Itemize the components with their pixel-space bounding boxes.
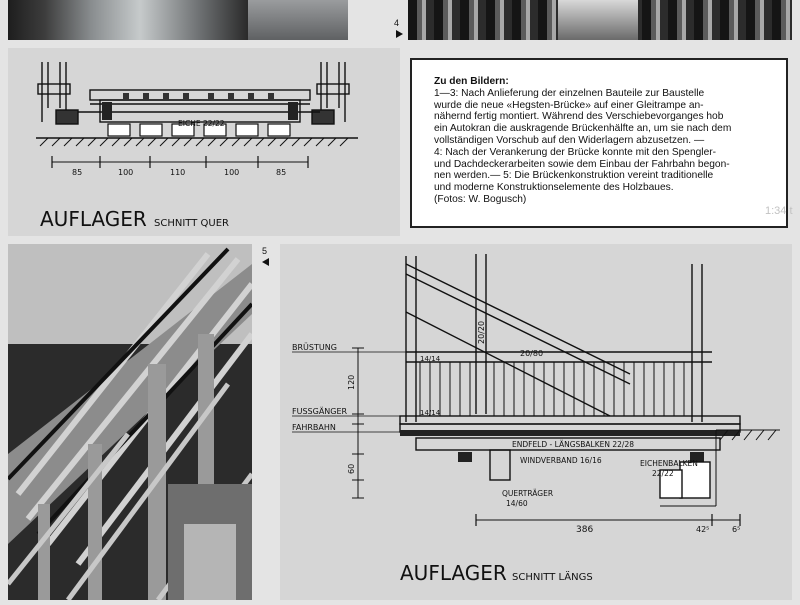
- label-fahrbahn: FAHRBAHN: [292, 423, 336, 432]
- label-quertraeger-dim: 14/60: [506, 499, 528, 508]
- caption-line: 4: Nach der Verankerung der Brücke konnte mit den Spengler-: [434, 146, 717, 158]
- drawing-title: AUFLAGER: [40, 207, 147, 231]
- label-diagonal: 20/80: [520, 349, 544, 358]
- dim-label: 60: [347, 463, 356, 474]
- photo-5-roof-structure: [8, 244, 252, 600]
- dim-label: 100: [118, 168, 134, 177]
- label-rail: 14/14: [420, 355, 441, 363]
- dim-label: 386: [576, 525, 594, 535]
- caption-line: und moderne Konstruktionselemente des Holzbaues.: [434, 182, 674, 194]
- caption-line: ein Autokran die auskragende Brückenhälfte an, um sie nach dem: [434, 123, 732, 135]
- dim-label: 100: [224, 168, 240, 177]
- dim-label: 120: [347, 374, 356, 390]
- ghost-text: 1:34 t: [765, 205, 793, 217]
- dim-label: 6⁵: [732, 525, 741, 534]
- dim-label: 42⁵: [696, 525, 710, 534]
- caption-line: nen werden.— 5: Die Brückenkonstruktion vereint traditionelle: [434, 170, 714, 182]
- dim-label: 85: [72, 168, 83, 177]
- caption-box: [410, 58, 788, 228]
- label-eichenbalken-dim: 22/22: [652, 469, 674, 478]
- caption-line: 1—3: Nach Anlieferung der einzelnen Bauteile zur Baustelle: [434, 87, 705, 99]
- drawing-auflager-laengs: [280, 244, 792, 600]
- label-eichenbalken: EICHENBALKEN: [640, 459, 698, 468]
- label-quertraeger: QUERTRÄGER: [502, 489, 554, 498]
- dim-label: 110: [170, 168, 186, 177]
- label-post: 20/20: [477, 320, 486, 344]
- bearing-block: [458, 452, 472, 462]
- photo-4: [408, 0, 792, 40]
- longitudinal-section-drawing: [280, 244, 792, 600]
- photo-number: 4: [394, 18, 400, 28]
- photo-5: [8, 244, 252, 600]
- photo-3-bottom-right: [248, 0, 348, 40]
- photo-4-label: [394, 18, 403, 38]
- arrow-left-icon: [262, 258, 269, 266]
- drawing-subtitle: SCHNITT LÄNGS: [512, 572, 593, 583]
- caption-heading: Zu den Bildern:: [434, 76, 509, 87]
- deck-layer: [400, 430, 740, 436]
- label-eiche: EICHE 22/22: [178, 119, 225, 128]
- drawing-auflager-quer: [8, 48, 400, 236]
- label-bruestung: BRÜSTUNG: [292, 343, 337, 352]
- caption-line: vollständigen Vorschub auf den Widerlagern abzusetzen. —: [434, 134, 705, 146]
- caption-line: nähernd fertig montiert. Während des Verschiebevorganges hob: [434, 111, 724, 123]
- label-fussgaenger: FUSSGÄNGER: [292, 407, 348, 416]
- dim-label: 85: [276, 168, 287, 177]
- caption-line: (Fotos: W. Bogusch): [434, 193, 527, 205]
- drawing-title: AUFLAGER: [400, 561, 507, 585]
- caption-line: und Dachdeckerarbeiten sowie dem Einbau der Fahrbahn begon-: [434, 158, 730, 170]
- drawing-subtitle: SCHNITT QUER: [154, 218, 229, 229]
- label-endfeld: ENDFELD - LÄNGSBALKEN 22/28: [512, 440, 634, 449]
- photo-number: 5: [262, 246, 268, 256]
- caption-line: wurde die neue «Hegsten-Brücke» auf einer Gleitrampe an-: [434, 99, 704, 111]
- beam-end: [288, 102, 298, 120]
- photo-5-label: [262, 246, 269, 266]
- label-rail-lower: 14/14: [420, 409, 441, 417]
- beam-end: [102, 102, 112, 120]
- photo-3-bottom: [8, 0, 248, 40]
- arrow-right-icon: [396, 30, 403, 38]
- label-windverband: WINDVERBAND 16/16: [520, 456, 602, 465]
- cross-section-drawing: [8, 48, 400, 236]
